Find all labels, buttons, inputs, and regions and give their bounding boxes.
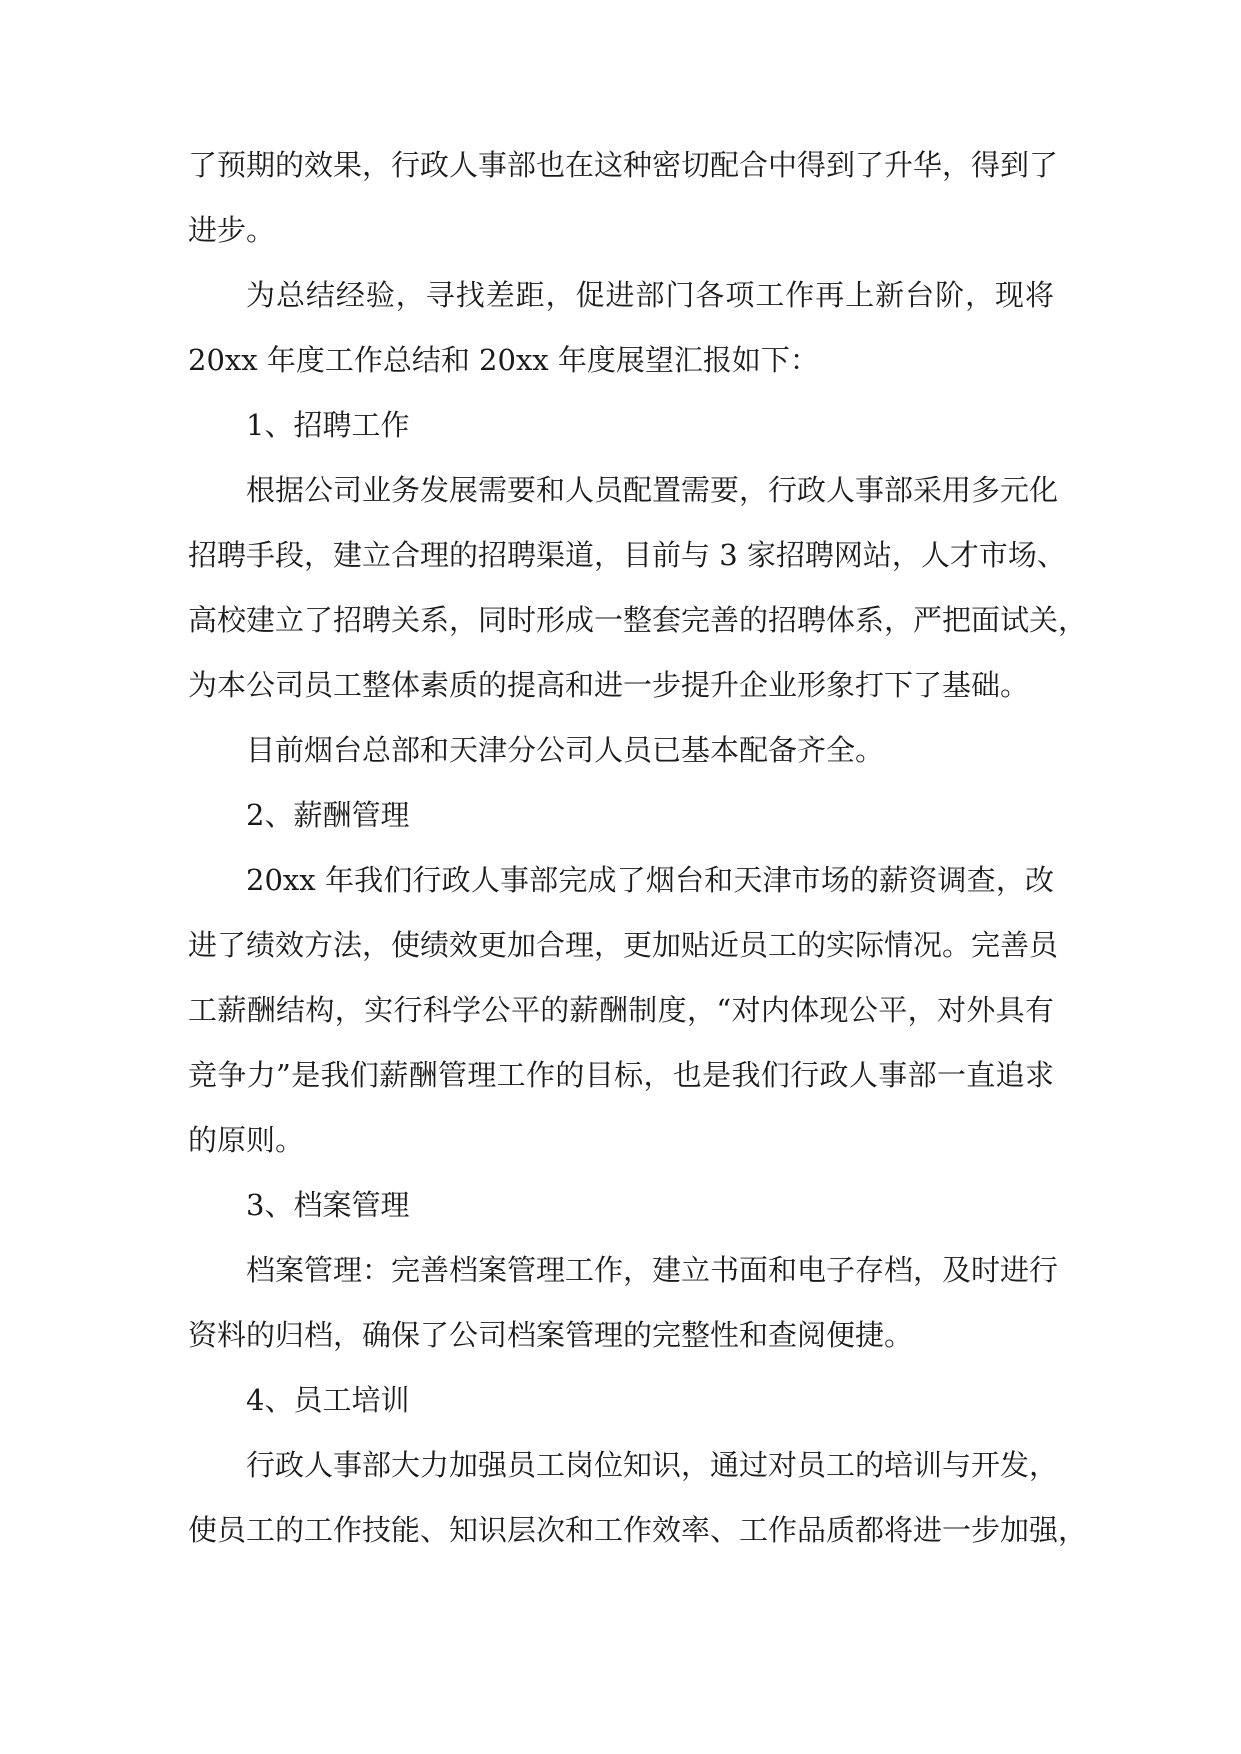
paragraph	[188, 733, 1054, 768]
text-line: 4、员工培训	[246, 1383, 410, 1417]
text-line: 招聘手段，建立合理的招聘渠道，目前与 3 家招聘网站，人才市场、	[188, 538, 1066, 572]
text-line: 1、招聘工作	[246, 408, 410, 442]
text-line: 的原则。	[188, 1123, 305, 1157]
text-line: 进步。	[188, 213, 276, 247]
text-line: 竞争力”是我们薪酬管理工作的目标，也是我们行政人事部一直追求	[188, 1058, 1054, 1092]
text-line: 3、档案管理	[246, 1188, 410, 1222]
paragraph	[188, 473, 1088, 703]
text-line: 2、薪酬管理	[246, 798, 410, 832]
text-line: 资料的归档，确保了公司档案管理的完整性和查阅便捷。	[188, 1318, 914, 1352]
text-line: 目前烟台总部和天津分公司人员已基本配备齐全。	[246, 733, 885, 767]
text-line: 工薪酬结构，实行科学公平的薪酬制度，“对内体现公平，对外具有	[188, 993, 1054, 1027]
paragraph	[188, 278, 1054, 378]
paragraph	[188, 148, 1059, 248]
paragraph	[188, 1448, 1088, 1548]
text-line: 20xx 年度工作总结和 20xx 年度展望汇报如下：	[188, 343, 819, 377]
text-line: 为总结经验，寻找差距，促进部门各项工作再上新台阶，现将	[246, 278, 1054, 312]
text-line: 了预期的效果，行政人事部也在这种密切配合中得到了升华，得到了	[188, 148, 1059, 182]
section-heading	[188, 1383, 1054, 1418]
text-line: 根据公司业务发展需要和人员配置需要，行政人事部采用多元化	[246, 473, 1059, 507]
text-line: 为本公司员工整体素质的提高和进一步提升企业形象打下了基础。	[188, 668, 1030, 702]
text-line: 使员工的工作技能、知识层次和工作效率、工作品质都将进一步加强，	[188, 1513, 1088, 1547]
document-body	[188, 148, 1088, 1548]
paragraph	[188, 1253, 1059, 1353]
section-heading	[188, 798, 1054, 833]
text-line: 进了绩效方法，使绩效更加合理，更加贴近员工的实际情况。完善员	[188, 928, 1059, 962]
paragraph	[188, 863, 1059, 1158]
text-line: 高校建立了招聘关系，同时形成一整套完善的招聘体系，严把面试关，	[188, 603, 1088, 637]
text-line: 20xx 年我们行政人事部完成了烟台和天津市场的薪资调查，改	[246, 863, 1054, 897]
section-heading	[188, 1188, 1054, 1223]
section-heading	[188, 408, 1054, 443]
text-line: 行政人事部大力加强员工岗位知识，通过对员工的培训与开发，	[246, 1448, 1059, 1482]
text-line: 档案管理：完善档案管理工作，建立书面和电子存档，及时进行	[246, 1253, 1059, 1287]
